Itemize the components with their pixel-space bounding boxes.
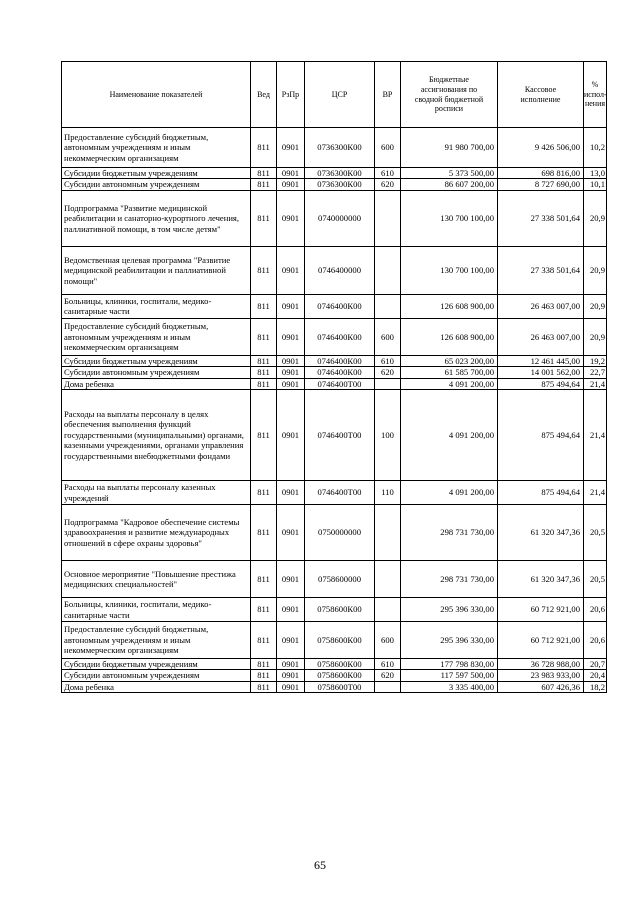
row-percent: 10,2 — [584, 128, 607, 168]
row-cash: 60 712 921,00 — [498, 598, 584, 622]
row-budget: 4 091 200,00 — [401, 481, 498, 505]
header-vr: ВР — [375, 62, 401, 128]
row-ved: 811 — [251, 681, 277, 692]
row-budget: 117 597 500,00 — [401, 670, 498, 681]
row-percent: 20,4 — [584, 670, 607, 681]
row-rzpr: 0901 — [277, 318, 305, 355]
row-rzpr: 0901 — [277, 670, 305, 681]
row-vr — [375, 246, 401, 294]
row-name: Подпрограмма "Кадровое обеспечение системы здравоохранения и развитие международных отношений в сфере охраны здоровья" — [62, 505, 251, 561]
table-row — [62, 390, 607, 481]
row-name: Субсидии бюджетным учреждениям — [62, 168, 251, 179]
row-ved: 811 — [251, 378, 277, 389]
row-ved: 811 — [251, 561, 277, 598]
row-budget: 65 023 200,00 — [401, 355, 498, 366]
row-name: Субсидии автономным учреждениям — [62, 179, 251, 190]
row-csr: 0740000000 — [305, 190, 375, 246]
row-percent: 21,4 — [584, 390, 607, 481]
row-ved: 811 — [251, 179, 277, 190]
row-percent: 19,2 — [584, 355, 607, 366]
row-csr: 0758600Т00 — [305, 681, 375, 692]
row-ved: 811 — [251, 659, 277, 670]
row-percent: 20,9 — [584, 294, 607, 318]
row-budget: 126 608 900,00 — [401, 294, 498, 318]
page-number: 65 — [314, 858, 326, 872]
row-name: Предоставление субсидий бюджетным, автономным учреждениям и иным некоммерческим организациям — [62, 318, 251, 355]
row-name: Субсидии автономным учреждениям — [62, 367, 251, 378]
row-csr: 0746400Т00 — [305, 390, 375, 481]
row-ved: 811 — [251, 294, 277, 318]
row-csr: 0746400К00 — [305, 294, 375, 318]
row-ved: 811 — [251, 318, 277, 355]
row-cash: 61 320 347,36 — [498, 505, 584, 561]
row-vr: 110 — [375, 481, 401, 505]
table-row — [62, 561, 607, 598]
row-name: Основное мероприятие "Повышение престижа медицинских специальностей" — [62, 561, 251, 598]
table-row — [62, 128, 607, 168]
row-percent: 20,7 — [584, 659, 607, 670]
row-csr: 0736300К00 — [305, 179, 375, 190]
row-ved: 811 — [251, 598, 277, 622]
table-row — [62, 481, 607, 505]
row-name: Расходы на выплаты персоналу казенных учреждений — [62, 481, 251, 505]
row-name: Субсидии бюджетным учреждениям — [62, 355, 251, 366]
row-ved: 811 — [251, 128, 277, 168]
row-vr — [375, 294, 401, 318]
row-ved: 811 — [251, 390, 277, 481]
row-csr: 0746400000 — [305, 246, 375, 294]
row-csr: 0746400Т00 — [305, 481, 375, 505]
row-cash: 23 983 933,00 — [498, 670, 584, 681]
row-cash: 607 426,36 — [498, 681, 584, 692]
row-csr: 0758600К00 — [305, 598, 375, 622]
row-csr: 0750000000 — [305, 505, 375, 561]
row-cash: 12 461 445,00 — [498, 355, 584, 366]
row-budget: 126 608 900,00 — [401, 318, 498, 355]
table-row — [62, 670, 607, 681]
header-rzpr: РзПр — [277, 62, 305, 128]
header-cash: Кассовое исполнение — [498, 62, 584, 128]
row-vr — [375, 378, 401, 389]
row-vr: 620 — [375, 179, 401, 190]
row-cash: 60 712 921,00 — [498, 622, 584, 659]
row-csr: 0746400К00 — [305, 367, 375, 378]
row-rzpr: 0901 — [277, 294, 305, 318]
row-cash: 698 816,00 — [498, 168, 584, 179]
row-rzpr: 0901 — [277, 681, 305, 692]
row-name: Предоставление субсидий бюджетным, автономным учреждениям и иным некоммерческим организациям — [62, 128, 251, 168]
row-rzpr: 0901 — [277, 390, 305, 481]
row-ved: 811 — [251, 367, 277, 378]
row-rzpr: 0901 — [277, 378, 305, 389]
row-ved: 811 — [251, 190, 277, 246]
row-ved: 811 — [251, 168, 277, 179]
table-body — [62, 128, 607, 693]
table-row — [62, 659, 607, 670]
row-name: Субсидии автономным учреждениям — [62, 670, 251, 681]
row-rzpr: 0901 — [277, 505, 305, 561]
row-cash: 61 320 347,36 — [498, 561, 584, 598]
row-cash: 875 494,64 — [498, 481, 584, 505]
row-budget: 86 607 200,00 — [401, 179, 498, 190]
row-vr: 600 — [375, 128, 401, 168]
row-csr: 0758600000 — [305, 561, 375, 598]
row-cash: 27 338 501,64 — [498, 246, 584, 294]
row-cash: 8 727 690,00 — [498, 179, 584, 190]
row-budget: 298 731 730,00 — [401, 561, 498, 598]
row-percent: 21,4 — [584, 378, 607, 389]
row-budget: 295 396 330,00 — [401, 622, 498, 659]
row-csr: 0746400К00 — [305, 318, 375, 355]
row-rzpr: 0901 — [277, 561, 305, 598]
row-rzpr: 0901 — [277, 598, 305, 622]
row-vr: 610 — [375, 168, 401, 179]
table-row — [62, 190, 607, 246]
table-row — [62, 179, 607, 190]
row-cash: 9 426 506,00 — [498, 128, 584, 168]
row-cash: 26 463 007,00 — [498, 294, 584, 318]
row-ved: 811 — [251, 481, 277, 505]
row-vr — [375, 561, 401, 598]
table-row — [62, 294, 607, 318]
row-vr — [375, 598, 401, 622]
row-csr: 0758600К00 — [305, 622, 375, 659]
row-name: Больницы, клиники, госпитали, медико-санитарные части — [62, 598, 251, 622]
row-csr: 0746400Т00 — [305, 378, 375, 389]
row-vr: 600 — [375, 318, 401, 355]
table-row — [62, 168, 607, 179]
row-cash: 36 728 988,00 — [498, 659, 584, 670]
row-ved: 811 — [251, 622, 277, 659]
header-csr: ЦСР — [305, 62, 375, 128]
row-vr: 610 — [375, 659, 401, 670]
header-ved: Вед — [251, 62, 277, 128]
row-budget: 130 700 100,00 — [401, 246, 498, 294]
row-percent: 10,1 — [584, 179, 607, 190]
table-row — [62, 505, 607, 561]
header-percent: % испол- нения — [584, 62, 607, 128]
table-row — [62, 246, 607, 294]
row-budget: 3 335 400,00 — [401, 681, 498, 692]
table-row — [62, 318, 607, 355]
budget-execution-table — [61, 61, 607, 693]
row-cash: 875 494,64 — [498, 390, 584, 481]
row-rzpr: 0901 — [277, 168, 305, 179]
row-percent: 20,5 — [584, 561, 607, 598]
row-name: Дома ребенка — [62, 378, 251, 389]
row-name: Предоставление субсидий бюджетным, автономным учреждениям и иным некоммерческим организациям — [62, 622, 251, 659]
row-ved: 811 — [251, 505, 277, 561]
table-row — [62, 355, 607, 366]
header-budget: Бюджетные ассигнования по сводной бюджетной росписи — [401, 62, 498, 128]
row-cash: 26 463 007,00 — [498, 318, 584, 355]
row-csr: 0746400К00 — [305, 355, 375, 366]
row-name: Субсидии бюджетным учреждениям — [62, 659, 251, 670]
table-row — [62, 378, 607, 389]
row-vr: 620 — [375, 670, 401, 681]
row-vr — [375, 505, 401, 561]
table-row — [62, 367, 607, 378]
row-percent: 20,9 — [584, 190, 607, 246]
table-row — [62, 598, 607, 622]
row-cash: 14 001 562,00 — [498, 367, 584, 378]
row-vr — [375, 681, 401, 692]
row-csr: 0736300К00 — [305, 128, 375, 168]
row-budget: 295 396 330,00 — [401, 598, 498, 622]
row-budget: 177 798 830,00 — [401, 659, 498, 670]
table-row — [62, 681, 607, 692]
row-rzpr: 0901 — [277, 179, 305, 190]
row-percent: 21,4 — [584, 481, 607, 505]
row-budget: 5 373 500,00 — [401, 168, 498, 179]
row-ved: 811 — [251, 246, 277, 294]
row-cash: 27 338 501,64 — [498, 190, 584, 246]
row-csr: 0758600К00 — [305, 659, 375, 670]
row-name: Ведомственная целевая программа "Развитие медицинской реабилитации и паллиативной помощи" — [62, 246, 251, 294]
row-csr: 0758600К00 — [305, 670, 375, 681]
row-name: Больницы, клиники, госпитали, медико-санитарные части — [62, 294, 251, 318]
row-budget: 91 980 700,00 — [401, 128, 498, 168]
row-percent: 22,7 — [584, 367, 607, 378]
row-ved: 811 — [251, 355, 277, 366]
row-name: Подпрограмма "Развитие медицинской реабилитации и санаторно-курортного лечения, паллиативной помощи, в том числе детям" — [62, 190, 251, 246]
row-budget: 4 091 200,00 — [401, 378, 498, 389]
row-budget: 298 731 730,00 — [401, 505, 498, 561]
row-percent: 20,6 — [584, 622, 607, 659]
row-budget: 61 585 700,00 — [401, 367, 498, 378]
row-rzpr: 0901 — [277, 481, 305, 505]
row-vr — [375, 190, 401, 246]
row-rzpr: 0901 — [277, 355, 305, 366]
row-percent: 20,9 — [584, 246, 607, 294]
row-rzpr: 0901 — [277, 622, 305, 659]
row-percent: 20,9 — [584, 318, 607, 355]
row-budget: 130 700 100,00 — [401, 190, 498, 246]
row-vr: 610 — [375, 355, 401, 366]
row-ved: 811 — [251, 670, 277, 681]
row-vr: 620 — [375, 367, 401, 378]
header-name: Наименование показателей — [62, 62, 251, 128]
row-vr: 600 — [375, 622, 401, 659]
row-name: Дома ребенка — [62, 681, 251, 692]
row-rzpr: 0901 — [277, 246, 305, 294]
row-rzpr: 0901 — [277, 367, 305, 378]
table-header-row — [62, 62, 607, 128]
row-vr: 100 — [375, 390, 401, 481]
row-percent: 20,6 — [584, 598, 607, 622]
row-percent: 13,0 — [584, 168, 607, 179]
row-cash: 875 494,64 — [498, 378, 584, 389]
row-budget: 4 091 200,00 — [401, 390, 498, 481]
row-percent: 18,2 — [584, 681, 607, 692]
row-rzpr: 0901 — [277, 128, 305, 168]
table-row — [62, 622, 607, 659]
row-csr: 0736300К00 — [305, 168, 375, 179]
row-rzpr: 0901 — [277, 659, 305, 670]
row-name: Расходы на выплаты персоналу в целях обеспечения выполнения функций государственными (муниципальными) органами, казенными учреждениями, органами управления государственными внебюджетными фондами — [62, 390, 251, 481]
row-rzpr: 0901 — [277, 190, 305, 246]
row-percent: 20,5 — [584, 505, 607, 561]
